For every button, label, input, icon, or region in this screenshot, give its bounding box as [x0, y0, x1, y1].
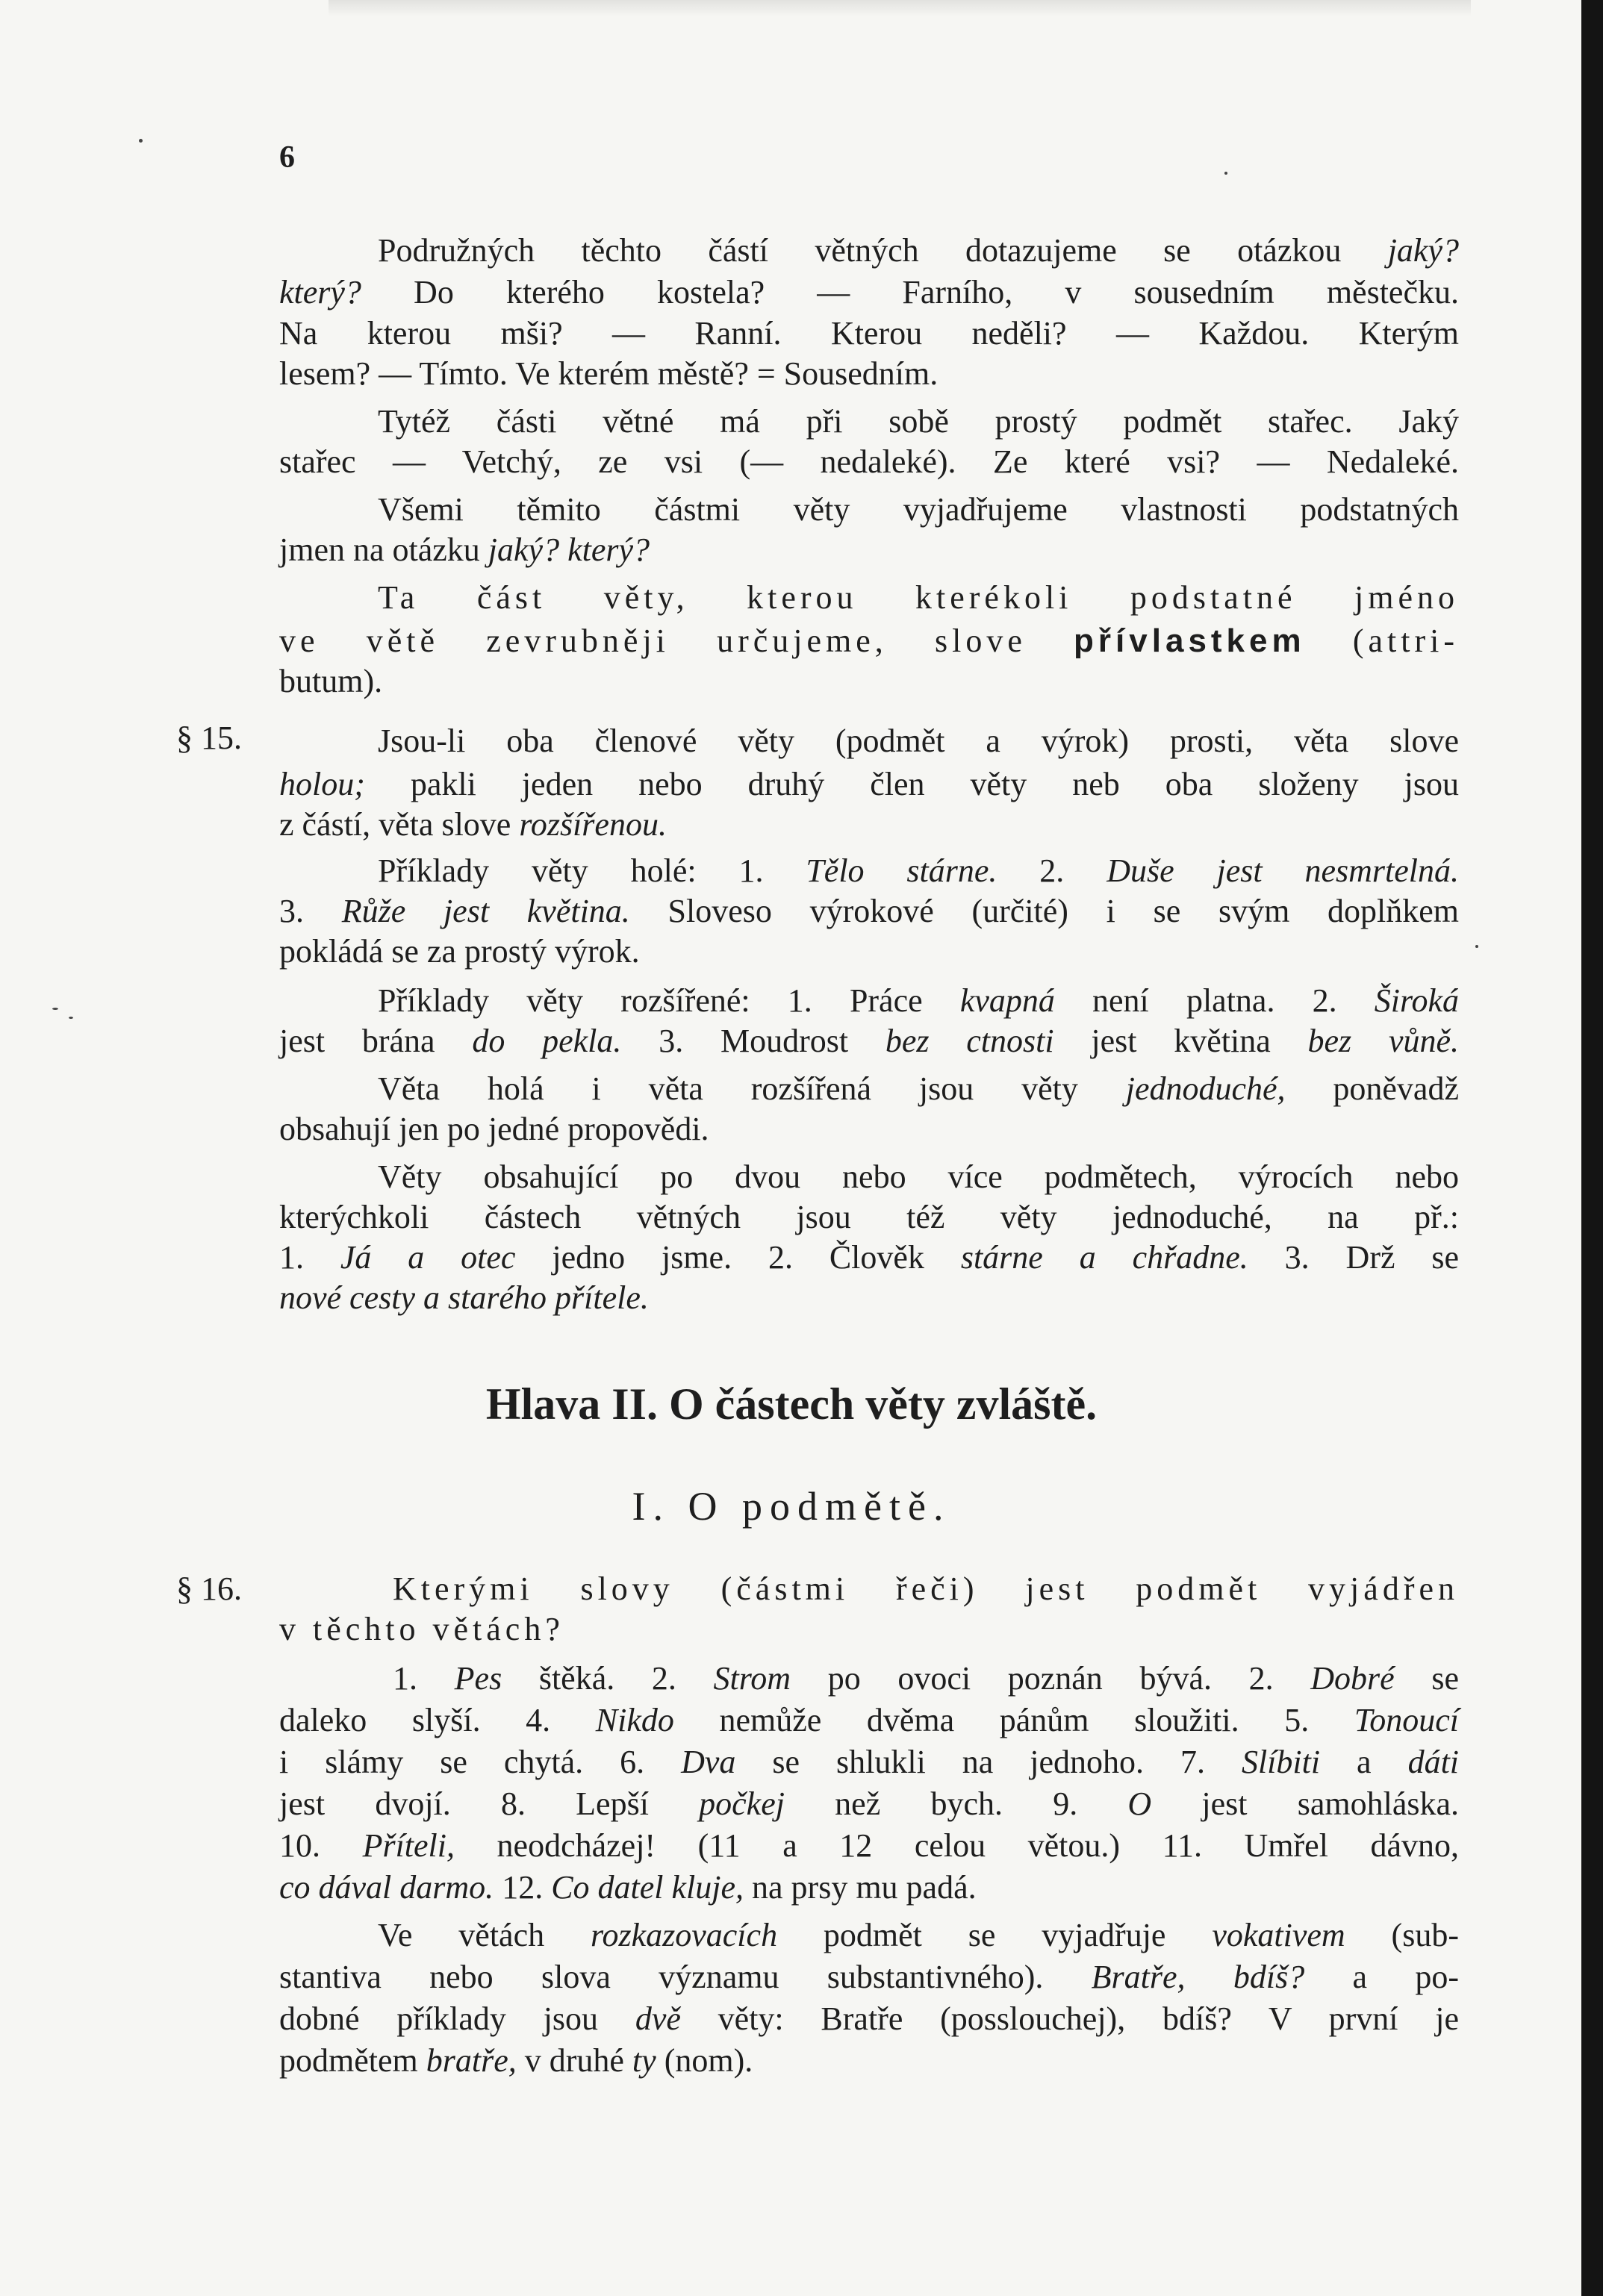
paragraph-line: stantiva nebo slova významu substantivného). Bratře, bdíš? a po- [279, 1959, 1459, 1995]
paragraph-line: jest dvojí. 8. Lepší počkej než bych. 9. O jest samohláska. [279, 1785, 1459, 1822]
paragraph-line: Ta část věty, kterou kterékoli podstatné jméno [378, 579, 1459, 616]
section-heading: I. O podmětě. [632, 1484, 951, 1529]
scan-top-shadow [329, 0, 1471, 16]
paragraph-line: co dával darmo. 12. Co datel kluje, na prsy mu padá. [279, 1869, 977, 1906]
section-mark-16: § 16. [176, 1570, 242, 1607]
paragraph-line: lesem? — Tímto. Ve kterém městě? = Sousedním. [279, 355, 939, 392]
chapter-heading: Hlava II. O částech věty zvláště. [485, 1379, 1098, 1429]
paragraph-line: z částí, věta slove rozšířenou. [279, 806, 667, 843]
term-privlastek: přívlastkem [1074, 623, 1306, 659]
page-number: 6 [279, 140, 295, 175]
paragraph-line: 10. Příteli, neodcházej! (11 a 12 celou větou.) 11. Umřel dávno, [279, 1827, 1460, 1864]
paragraph-line: stařec — Vetchý, ze vsi (— nedaleké). Ze které vsi? — Nedaleké. [279, 443, 1459, 480]
paragraph-line: Věta holá i věta rozšířená jsou věty jednoduché, poněvadž [378, 1070, 1459, 1107]
section-mark-15: § 15. [176, 720, 242, 756]
paragraph-line: pokládá se za prostý výrok. [279, 933, 640, 970]
scan-speck [69, 1017, 73, 1019]
paragraph-line: kterýchkoli částech větných jsou též věty jednoduché, na př.: [279, 1199, 1459, 1235]
paragraph-line: 3. Růže jest květina. Sloveso výrokové (určité) i se svým doplňkem [279, 893, 1459, 929]
paragraph-line: Příklady věty holé: 1. Tělo stárne. 2. Duše jest nesmrtelná. [378, 852, 1459, 889]
scan-speck [52, 1008, 58, 1010]
paragraph-line: Podružných těchto částí větných dotazujeme se otázkou jaký? [378, 232, 1459, 269]
paragraph-line: i slámy se chytá. 6. Dva se shlukli na jednoho. 7. Slíbiti a dáti [279, 1744, 1460, 1780]
paragraph-line: jest brána do pekla. 3. Moudrost bez ctnosti jest květina bez vůně. [279, 1023, 1460, 1059]
paragraph-line: butum). [279, 663, 383, 699]
paragraph-line: Příklady věty rozšířené: 1. Práce kvapná není platna. 2. Široká [378, 982, 1460, 1019]
paragraph-line: Tytéž části větné má při sobě prostý podmět stařec. Jaký [378, 403, 1459, 440]
paragraph-line: Kterými slovy (částmi řeči) jest podmět vyjádřen [393, 1570, 1459, 1607]
paragraph-line: Na kterou mši? — Ranní. Kterou neděli? — Každou. Kterým [279, 315, 1459, 352]
paragraph-line: Ve větách rozkazovacích podmět se vyjadřuje vokativem (sub- [378, 1917, 1459, 1953]
paragraph-line: v těchto větách? [279, 1611, 564, 1647]
paragraph-line: dobné příklady jsou dvě věty: Bratře (posslouchej), bdíš? V první je [279, 2000, 1459, 2037]
paragraph-line: Všemi těmito částmi věty vyjadřujeme vlastnosti podstatných [378, 491, 1459, 528]
paragraph-line: Jsou-li oba členové věty (podmět a výrok) prosti, věta slove [378, 723, 1459, 759]
scan-speck [1224, 172, 1227, 175]
paragraph-line: holou; pakli jeden nebo druhý člen věty neb oba složeny jsou [279, 766, 1459, 802]
paragraph-line: 1. Pes štěká. 2. Strom po ovoci poznán bývá. 2. Dobré se [393, 1660, 1460, 1697]
scan-dark-edge [1581, 0, 1603, 2296]
paragraph-line: daleko slyší. 4. Nikdo nemůže dvěma pánům sloužiti. 5. Tonoucí [279, 1702, 1459, 1738]
scan-speck [1475, 945, 1478, 948]
paragraph-line: nové cesty a starého přítele. [279, 1279, 649, 1316]
paragraph-line: ve větě zevrubněji určujeme, slove přívlastkem (attri- [279, 623, 1459, 659]
scan-speck [139, 139, 143, 143]
paragraph-line: 1. Já a otec jedno jsme. 2. Člověk stárne a chřadne. 3. Drž se [279, 1239, 1460, 1276]
paragraph-line: který? Do kterého kostela? — Farního, v sousedním městečku. [279, 274, 1459, 311]
paragraph-line: jmen na otázku jaký? který? [279, 531, 650, 568]
paragraph-line: Věty obsahující po dvou nebo více podmětech, výrocích nebo [378, 1158, 1459, 1195]
paragraph-line: podmětem bratře, v druhé ty (nom). [279, 2042, 753, 2079]
paragraph-line: obsahují jen po jedné propovědi. [279, 1111, 709, 1147]
